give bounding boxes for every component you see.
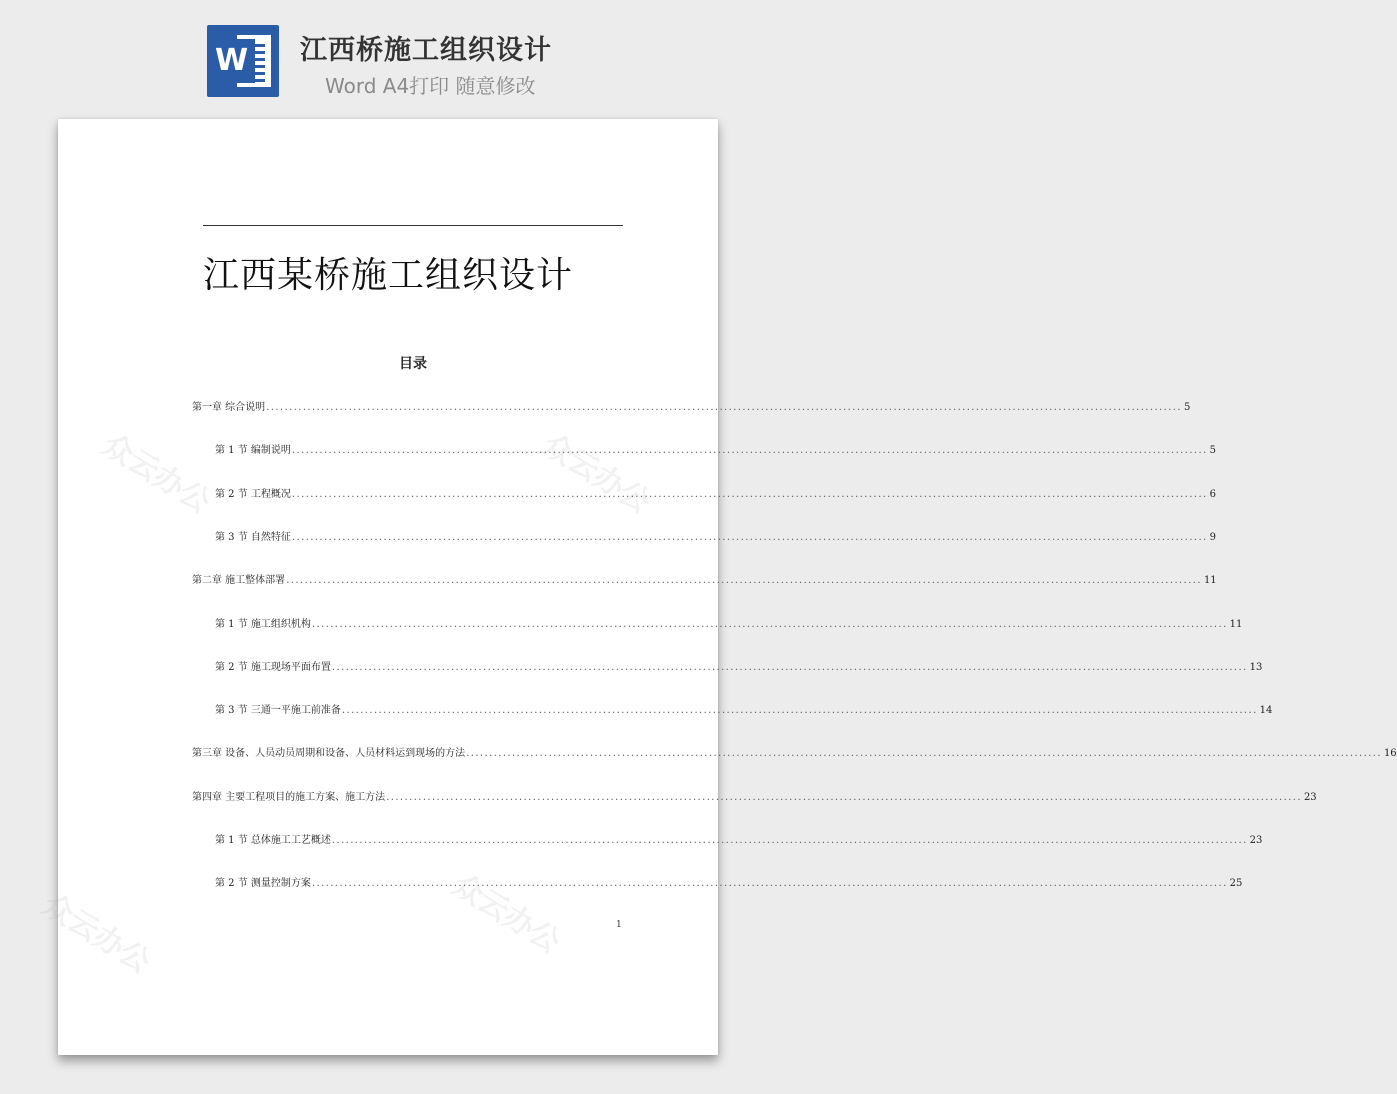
toc-entry[interactable]: [192, 398, 1191, 414]
toc-entry[interactable]: [192, 571, 1217, 587]
toc-entry-label: 第 2 节 工程概况: [215, 488, 291, 500]
toc-entry-page: 23: [1249, 835, 1263, 846]
toc-entry-label: 第 2 节 施工现场平面布置: [215, 661, 331, 673]
toc-leader-dots: ........................................................................................................................................................................................................: [286, 575, 1202, 587]
toc-entry-label: 第 3 节 自然特征: [215, 531, 291, 543]
toc-entry[interactable]: [192, 788, 1317, 804]
toc-entry-page: 13: [1249, 661, 1263, 673]
page-number: 1: [616, 920, 622, 930]
toc-entry[interactable]: [215, 615, 1243, 631]
document-page: [35, 119, 1397, 1055]
watermark: 众云办公: [95, 427, 217, 521]
toc-entry-label: 第四章 主要工程项目的施工方案、施工方法: [192, 791, 386, 803]
toc-entry[interactable]: [215, 528, 1217, 544]
word-icon: [207, 25, 279, 97]
banner-subtitle: Word A4打印 随意修改: [325, 74, 536, 98]
watermark: 众云办公: [35, 887, 157, 981]
toc-leader-dots: ........................................................................................................................................................................................................: [291, 445, 1208, 457]
toc-entry[interactable]: [215, 441, 1217, 457]
toc-leader-dots: ........................................................................................................................................................................................................: [291, 488, 1208, 500]
document-title: 江西某桥施工组织设计: [202, 255, 573, 296]
toc-entry-page: 11: [1229, 618, 1243, 630]
toc-entry-label: 第三章 设备、人员动员周期和设备、人员材料运到现场的方法: [192, 748, 466, 760]
toc-entry-page: 16: [1383, 748, 1397, 760]
toc-entry-label: 第 1 节 总体施工工艺概述: [215, 835, 331, 846]
toc-leader-dots: ........................................................................................................................................................................................................: [266, 402, 1182, 413]
toc-entry-label: 第 1 节 编制说明: [215, 445, 291, 457]
watermark: 众云办公: [445, 867, 567, 961]
toc-heading: 目录: [399, 356, 427, 372]
header-banner: [0, 0, 774, 112]
toc-entry-page: 5: [1183, 402, 1191, 413]
toc-entry[interactable]: [215, 831, 1263, 847]
toc-entry-label: 第二章 施工整体部署: [192, 575, 286, 587]
toc-entry-page: 6: [1209, 488, 1217, 500]
toc-entry-label: 第 2 节 测量控制方案: [215, 878, 311, 890]
toc-entry-page: 9: [1209, 531, 1217, 543]
toc-entry[interactable]: [215, 658, 1263, 674]
toc-leader-dots: ........................................................................................................................................................................................................: [311, 618, 1228, 630]
toc-entry-page: 23: [1303, 791, 1317, 803]
toc-entry[interactable]: [215, 701, 1273, 717]
title-rule: [203, 225, 623, 226]
toc-leader-dots: ........................................................................................................................................................................................................: [386, 791, 1302, 803]
toc-entry-page: 14: [1259, 705, 1273, 717]
toc-entry-page: 11: [1203, 575, 1217, 587]
toc-entry-label: 第 1 节 施工组织机构: [215, 618, 311, 630]
banner-title: 江西桥施工组织设计: [300, 35, 552, 66]
toc-entry-label: 第 3 节 三通一平施工前准备: [215, 705, 341, 717]
toc-leader-dots: ........................................................................................................................................................................................................: [466, 748, 1382, 760]
word-logo-letter: W: [215, 39, 255, 83]
watermark: 众云办公: [535, 427, 657, 521]
toc-entry-page: 25: [1229, 878, 1243, 890]
toc-entry[interactable]: [215, 874, 1243, 890]
toc-leader-dots: ........................................................................................................................................................................................................: [311, 878, 1228, 890]
toc-entry-page: 5: [1209, 445, 1217, 457]
toc-entry[interactable]: [192, 744, 1397, 760]
toc-entry[interactable]: [215, 485, 1217, 501]
toc-leader-dots: ........................................................................................................................................................................................................: [291, 531, 1208, 543]
toc-leader-dots: ........................................................................................................................................................................................................: [331, 661, 1248, 673]
toc-leader-dots: ........................................................................................................................................................................................................: [341, 705, 1258, 717]
toc-leader-dots: ........................................................................................................................................................................................................: [331, 835, 1248, 846]
toc-entry-label: 第一章 综合说明: [192, 402, 266, 413]
